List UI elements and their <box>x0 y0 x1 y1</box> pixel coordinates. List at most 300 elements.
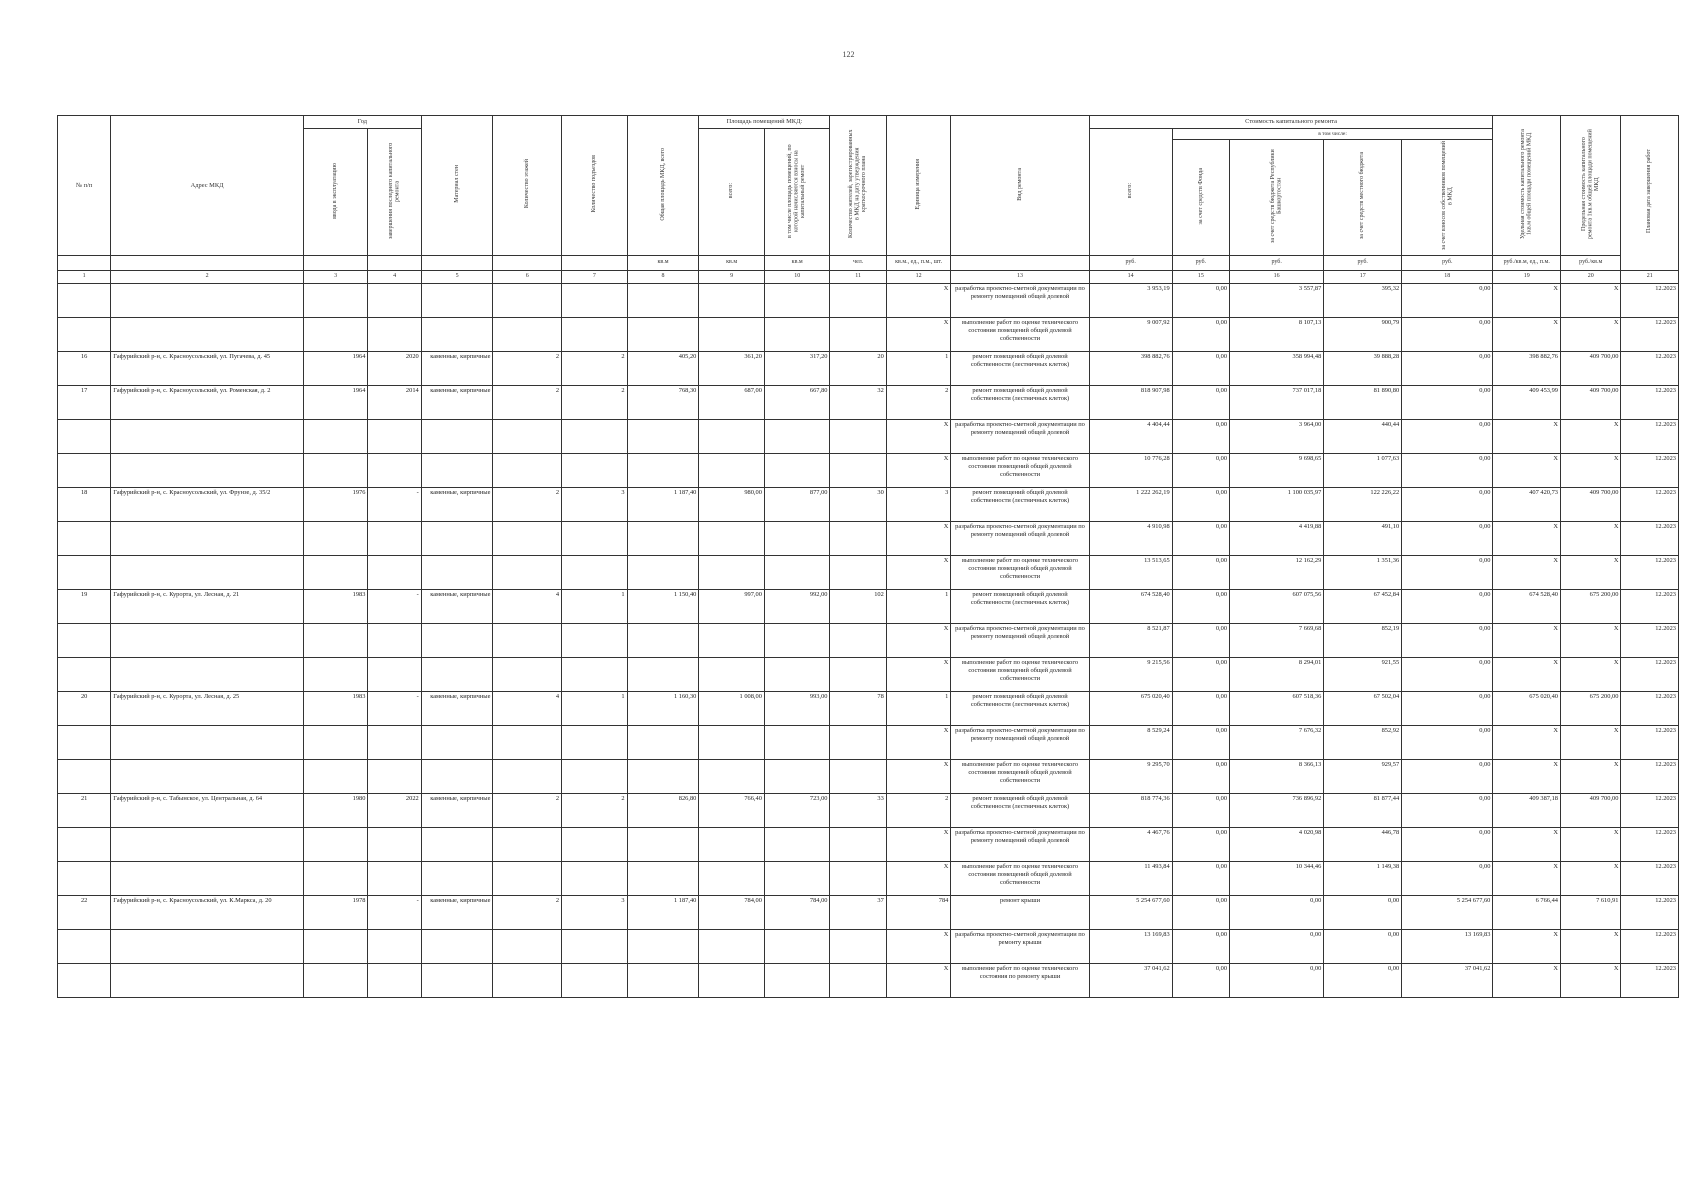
cost-local-cell: 67 452,84 <box>1324 590 1402 624</box>
premises-included-cell <box>764 964 830 998</box>
year-repair-cell <box>368 454 421 488</box>
unit-cell: X <box>886 624 951 658</box>
unit-cost-cell: 398 882,76 <box>1493 352 1561 386</box>
floors-cell <box>493 828 562 862</box>
header-residents: Количество жителей, зарегистрированных в МКД на дату утверждения краткосрочного плана <box>830 116 886 256</box>
row-number <box>58 930 111 964</box>
col-number: 20 <box>1561 271 1621 284</box>
header-row-1 <box>58 116 1679 129</box>
floors-cell <box>493 658 562 692</box>
premises-area-cell <box>699 624 765 658</box>
unit-cost-cell: X <box>1493 420 1561 454</box>
floors-cell: 2 <box>493 386 562 420</box>
entrances-cell: 2 <box>562 352 628 386</box>
cost-local-cell: 0,00 <box>1324 896 1402 930</box>
work-type-cell: выполнение работ по оценке технического состояния помещений общей долевой собственности <box>951 862 1089 896</box>
col-number: 3 <box>303 271 368 284</box>
cost-total-cell: 675 020,40 <box>1089 692 1172 726</box>
row-number: 16 <box>58 352 111 386</box>
work-type-cell: выполнение работ по оценке технического состояния помещений общей долевой собственности <box>951 454 1089 488</box>
cost-republic-cell: 0,00 <box>1230 896 1324 930</box>
planned-date-cell: 12.2023 <box>1621 556 1679 590</box>
floors-cell: 2 <box>493 794 562 828</box>
header-year-built: ввода в эксплуатацию <box>303 129 368 256</box>
address-cell <box>111 760 304 794</box>
premises-included-cell <box>764 760 830 794</box>
unit-cell: 1 <box>886 692 951 726</box>
cost-owners-cell: 0,00 <box>1402 420 1493 454</box>
planned-date-cell: 12.2023 <box>1621 284 1679 318</box>
cost-republic-cell: 7 676,32 <box>1230 726 1324 760</box>
unit-cost-cell: X <box>1493 658 1561 692</box>
residents-cell: 78 <box>830 692 886 726</box>
unit-cell: 2 <box>886 386 951 420</box>
cost-fund-cell: 0,00 <box>1172 624 1229 658</box>
wall-material-cell: каменные, кирпичные <box>421 488 493 522</box>
cost-fund-cell: 0,00 <box>1172 386 1229 420</box>
cost-total-cell: 9 007,92 <box>1089 318 1172 352</box>
entrances-cell: 2 <box>562 794 628 828</box>
year-repair-cell <box>368 556 421 590</box>
floors-cell <box>493 862 562 896</box>
premises-included-cell: 877,00 <box>764 488 830 522</box>
header-wall-material: Материал стен <box>421 116 493 256</box>
entrances-cell <box>562 556 628 590</box>
cost-local-cell: 852,92 <box>1324 726 1402 760</box>
cost-republic-cell: 9 698,65 <box>1230 454 1324 488</box>
cost-republic-cell: 607 518,36 <box>1230 692 1324 726</box>
residents-cell: 102 <box>830 590 886 624</box>
col-number: 8 <box>627 271 699 284</box>
cost-local-cell: 395,32 <box>1324 284 1402 318</box>
entrances-cell <box>562 964 628 998</box>
residents-cell <box>830 726 886 760</box>
floors-cell <box>493 318 562 352</box>
year-repair-cell <box>368 658 421 692</box>
header-unit: Единица измерения <box>886 116 951 256</box>
cost-local-cell: 900,79 <box>1324 318 1402 352</box>
work-type-cell: разработка проектно-сметной документации по ремонту помещений общей долевой <box>951 420 1089 454</box>
address-cell: Гафурийский р-н, с. Табынское, ул. Центральная, д. 64 <box>111 794 304 828</box>
floors-cell: 4 <box>493 692 562 726</box>
unit-cell: X <box>886 862 951 896</box>
year-built-cell <box>303 284 368 318</box>
unit-cost-cell: X <box>1493 454 1561 488</box>
entrances-cell: 3 <box>562 488 628 522</box>
cost-total-cell: 818 907,98 <box>1089 386 1172 420</box>
header-planned-date: Плановая дата завершения работ <box>1621 116 1679 271</box>
total-area-cell <box>627 318 699 352</box>
max-cost-cell: X <box>1561 760 1621 794</box>
floors-cell <box>493 284 562 318</box>
premises-area-cell: 980,00 <box>699 488 765 522</box>
table-row <box>58 284 1679 318</box>
row-number <box>58 862 111 896</box>
address-cell <box>111 454 304 488</box>
floors-cell <box>493 522 562 556</box>
cost-fund-cell: 0,00 <box>1172 760 1229 794</box>
cost-fund-cell: 0,00 <box>1172 930 1229 964</box>
col-number: 10 <box>764 271 830 284</box>
max-cost-cell: 409 700,00 <box>1561 386 1621 420</box>
address-cell <box>111 862 304 896</box>
total-area-cell <box>627 726 699 760</box>
floors-cell <box>493 420 562 454</box>
address-cell <box>111 624 304 658</box>
year-repair-cell <box>368 760 421 794</box>
planned-date-cell: 12.2023 <box>1621 726 1679 760</box>
cost-republic-cell: 358 994,48 <box>1230 352 1324 386</box>
premises-area-cell <box>699 828 765 862</box>
address-cell <box>111 658 304 692</box>
entrances-cell: 2 <box>562 386 628 420</box>
work-type-cell: разработка проектно-сметной документации по ремонту помещений общей долевой <box>951 828 1089 862</box>
max-cost-cell: X <box>1561 556 1621 590</box>
cost-total-cell: 9 215,56 <box>1089 658 1172 692</box>
work-type-cell: ремонт помещений общей долевой собственности (лестничных клеток) <box>951 386 1089 420</box>
table-row <box>58 488 1679 522</box>
address-cell <box>111 522 304 556</box>
row-number <box>58 760 111 794</box>
col-number: 11 <box>830 271 886 284</box>
total-area-cell: 1 187,40 <box>627 896 699 930</box>
cost-local-cell: 81 877,44 <box>1324 794 1402 828</box>
premises-area-cell <box>699 556 765 590</box>
cost-local-cell: 446,78 <box>1324 828 1402 862</box>
unit-cost-cell: X <box>1493 522 1561 556</box>
total-area-cell: 1 160,30 <box>627 692 699 726</box>
cost-republic-cell: 0,00 <box>1230 930 1324 964</box>
cost-owners-cell: 0,00 <box>1402 556 1493 590</box>
wall-material-cell: каменные, кирпичные <box>421 794 493 828</box>
wall-material-cell <box>421 420 493 454</box>
year-repair-cell <box>368 862 421 896</box>
entrances-cell <box>562 930 628 964</box>
row-number <box>58 318 111 352</box>
row-number: 17 <box>58 386 111 420</box>
total-area-cell <box>627 420 699 454</box>
cost-total-cell: 13 513,65 <box>1089 556 1172 590</box>
wall-material-cell: каменные, кирпичные <box>421 386 493 420</box>
header-work-type: Вид ремонта <box>951 116 1089 256</box>
address-cell <box>111 318 304 352</box>
max-cost-cell: X <box>1561 828 1621 862</box>
table-row <box>58 726 1679 760</box>
wall-material-cell <box>421 964 493 998</box>
cost-owners-cell: 37 041,62 <box>1402 964 1493 998</box>
work-type-cell: разработка проектно-сметной документации по ремонту крыши <box>951 930 1089 964</box>
year-repair-cell <box>368 522 421 556</box>
table-row <box>58 828 1679 862</box>
premises-area-cell <box>699 658 765 692</box>
year-built-cell <box>303 522 368 556</box>
entrances-cell <box>562 420 628 454</box>
unit-cell: руб. <box>1324 256 1402 271</box>
cost-republic-cell: 0,00 <box>1230 964 1324 998</box>
cost-total-cell: 11 493,84 <box>1089 862 1172 896</box>
cost-republic-cell: 4 419,88 <box>1230 522 1324 556</box>
cost-total-cell: 398 882,76 <box>1089 352 1172 386</box>
col-number: 2 <box>111 271 304 284</box>
planned-date-cell: 12.2023 <box>1621 964 1679 998</box>
cost-total-cell: 818 774,36 <box>1089 794 1172 828</box>
header-year-last-repair: завершения последнего капитального ремонта <box>368 129 421 256</box>
cost-fund-cell: 0,00 <box>1172 692 1229 726</box>
row-number <box>58 624 111 658</box>
col-number: 7 <box>562 271 628 284</box>
wall-material-cell <box>421 760 493 794</box>
planned-date-cell: 12.2023 <box>1621 658 1679 692</box>
cost-total-cell: 4 910,98 <box>1089 522 1172 556</box>
premises-area-cell <box>699 454 765 488</box>
col-number: 5 <box>421 271 493 284</box>
cost-local-cell: 1 351,36 <box>1324 556 1402 590</box>
entrances-cell <box>562 862 628 896</box>
total-area-cell <box>627 624 699 658</box>
residents-cell: 33 <box>830 794 886 828</box>
cost-owners-cell: 0,00 <box>1402 590 1493 624</box>
header-premises-included: в том числе площадь помещений, по которой начисляются взносы на капитальный ремонт <box>764 129 830 256</box>
cost-republic-cell: 8 366,13 <box>1230 760 1324 794</box>
premises-area-cell <box>699 420 765 454</box>
unit-cell: руб./кв.м, ед., п.м. <box>1493 256 1561 271</box>
premises-area-cell: 687,00 <box>699 386 765 420</box>
col-number: 16 <box>1230 271 1324 284</box>
residents-cell: 32 <box>830 386 886 420</box>
work-type-cell: выполнение работ по оценке технического состояния помещений общей долевой собственности <box>951 658 1089 692</box>
floors-cell <box>493 556 562 590</box>
row-number <box>58 556 111 590</box>
row-number: 18 <box>58 488 111 522</box>
cost-owners-cell: 5 254 677,60 <box>1402 896 1493 930</box>
row-number <box>58 522 111 556</box>
wall-material-cell: каменные, кирпичные <box>421 896 493 930</box>
year-built-cell <box>303 624 368 658</box>
cost-republic-cell: 8 107,13 <box>1230 318 1324 352</box>
premises-included-cell <box>764 454 830 488</box>
planned-date-cell: 12.2023 <box>1621 896 1679 930</box>
year-built-cell <box>303 556 368 590</box>
cost-total-cell: 8 521,87 <box>1089 624 1172 658</box>
cost-fund-cell: 0,00 <box>1172 590 1229 624</box>
cost-fund-cell: 0,00 <box>1172 522 1229 556</box>
unit-cell: X <box>886 726 951 760</box>
residents-cell <box>830 556 886 590</box>
max-cost-cell: X <box>1561 930 1621 964</box>
premises-area-cell: 784,00 <box>699 896 765 930</box>
cost-owners-cell: 0,00 <box>1402 488 1493 522</box>
residents-cell: 20 <box>830 352 886 386</box>
premises-area-cell <box>699 930 765 964</box>
cost-owners-cell: 0,00 <box>1402 794 1493 828</box>
cost-total-cell: 4 404,44 <box>1089 420 1172 454</box>
total-area-cell: 826,80 <box>627 794 699 828</box>
header-no: № п/п <box>58 116 111 256</box>
unit-cost-cell: 407 420,73 <box>1493 488 1561 522</box>
year-built-cell: 1983 <box>303 692 368 726</box>
row-number <box>58 828 111 862</box>
residents-cell <box>830 454 886 488</box>
residents-cell <box>830 284 886 318</box>
unit-blank <box>58 256 111 271</box>
planned-date-cell: 12.2023 <box>1621 760 1679 794</box>
floors-cell: 2 <box>493 352 562 386</box>
year-repair-cell <box>368 964 421 998</box>
residents-cell: 30 <box>830 488 886 522</box>
premises-included-cell: 993,00 <box>764 692 830 726</box>
total-area-cell: 1 150,40 <box>627 590 699 624</box>
entrances-cell: 1 <box>562 590 628 624</box>
unit-cell: X <box>886 930 951 964</box>
unit-blank <box>368 256 421 271</box>
year-repair-cell <box>368 930 421 964</box>
floors-cell: 2 <box>493 488 562 522</box>
cost-local-cell: 852,19 <box>1324 624 1402 658</box>
unit-cost-cell: X <box>1493 624 1561 658</box>
unit-cell: X <box>886 556 951 590</box>
cost-total-cell: 13 169,83 <box>1089 930 1172 964</box>
unit-cost-cell: 409 387,18 <box>1493 794 1561 828</box>
unit-cell: X <box>886 420 951 454</box>
cost-owners-cell: 0,00 <box>1402 352 1493 386</box>
unit-blank <box>303 256 368 271</box>
planned-date-cell: 12.2023 <box>1621 318 1679 352</box>
unit-blank <box>951 256 1089 271</box>
table-row <box>58 590 1679 624</box>
total-area-cell <box>627 930 699 964</box>
total-area-cell <box>627 556 699 590</box>
unit-cell: X <box>886 522 951 556</box>
col-number: 18 <box>1402 271 1493 284</box>
cost-owners-cell: 0,00 <box>1402 658 1493 692</box>
table-row <box>58 760 1679 794</box>
planned-date-cell: 12.2023 <box>1621 386 1679 420</box>
unit-cost-cell: 6 766,44 <box>1493 896 1561 930</box>
cost-fund-cell: 0,00 <box>1172 828 1229 862</box>
total-area-cell <box>627 964 699 998</box>
cost-total-cell: 5 254 677,60 <box>1089 896 1172 930</box>
unit-cell: X <box>886 318 951 352</box>
cost-fund-cell: 0,00 <box>1172 658 1229 692</box>
unit-cell: X <box>886 284 951 318</box>
cost-total-cell: 9 295,70 <box>1089 760 1172 794</box>
cost-total-cell: 37 041,62 <box>1089 964 1172 998</box>
work-type-cell: ремонт помещений общей долевой собственности (лестничных клеток) <box>951 692 1089 726</box>
column-numbers-row <box>58 271 1679 284</box>
unit-cell: X <box>886 658 951 692</box>
residents-cell <box>830 318 886 352</box>
premises-included-cell <box>764 420 830 454</box>
cost-owners-cell: 13 169,83 <box>1402 930 1493 964</box>
year-repair-cell <box>368 726 421 760</box>
row-number <box>58 658 111 692</box>
total-area-cell: 1 187,40 <box>627 488 699 522</box>
cost-total-cell: 674 528,40 <box>1089 590 1172 624</box>
table-row <box>58 556 1679 590</box>
unit-blank <box>562 256 628 271</box>
unit-cell: кв.м <box>764 256 830 271</box>
max-cost-cell: X <box>1561 726 1621 760</box>
cost-total-cell: 10 776,28 <box>1089 454 1172 488</box>
address-cell: Гафурийский р-н, с. Красноусольский, ул. К.Маркса, д. 20 <box>111 896 304 930</box>
col-number: 15 <box>1172 271 1229 284</box>
unit-cost-cell: X <box>1493 556 1561 590</box>
year-built-cell: 1964 <box>303 386 368 420</box>
unit-cell: 3 <box>886 488 951 522</box>
unit-cell: кв.м <box>627 256 699 271</box>
cost-local-cell: 81 890,80 <box>1324 386 1402 420</box>
cost-owners-cell: 0,00 <box>1402 522 1493 556</box>
work-type-cell: ремонт помещений общей долевой собственности (лестничных клеток) <box>951 352 1089 386</box>
cost-republic-cell: 737 017,18 <box>1230 386 1324 420</box>
work-type-cell: выполнение работ по оценке технического состояния помещений общей долевой собственности <box>951 318 1089 352</box>
col-number: 12 <box>886 271 951 284</box>
cost-local-cell: 67 502,04 <box>1324 692 1402 726</box>
cost-local-cell: 1 077,63 <box>1324 454 1402 488</box>
cost-owners-cell: 0,00 <box>1402 386 1493 420</box>
total-area-cell <box>627 658 699 692</box>
year-repair-cell: 2022 <box>368 794 421 828</box>
header-unit-cost: Удельная стоимость капитального ремонта 1кв.м общей площади помещений МКД <box>1493 116 1561 256</box>
residents-cell <box>830 760 886 794</box>
wall-material-cell <box>421 726 493 760</box>
planned-date-cell: 12.2023 <box>1621 454 1679 488</box>
premises-area-cell: 766,40 <box>699 794 765 828</box>
wall-material-cell <box>421 454 493 488</box>
address-cell <box>111 726 304 760</box>
year-repair-cell <box>368 624 421 658</box>
wall-material-cell <box>421 862 493 896</box>
wall-material-cell <box>421 658 493 692</box>
unit-cell: X <box>886 454 951 488</box>
residents-cell: 37 <box>830 896 886 930</box>
max-cost-cell: 7 610,91 <box>1561 896 1621 930</box>
entrances-cell <box>562 454 628 488</box>
entrances-cell <box>562 828 628 862</box>
total-area-cell <box>627 284 699 318</box>
cost-total-cell: 1 222 262,19 <box>1089 488 1172 522</box>
unit-cell: чел. <box>830 256 886 271</box>
premises-area-cell <box>699 964 765 998</box>
row-number: 20 <box>58 692 111 726</box>
entrances-cell: 1 <box>562 692 628 726</box>
units-row <box>58 256 1679 271</box>
unit-blank <box>111 256 304 271</box>
work-type-cell: разработка проектно-сметной документации по ремонту помещений общей долевой <box>951 522 1089 556</box>
header-premises-group: Площадь помещений МКД: <box>699 116 830 129</box>
cost-republic-cell: 4 020,98 <box>1230 828 1324 862</box>
work-type-cell: разработка проектно-сметной документации по ремонту помещений общей долевой <box>951 624 1089 658</box>
address-cell: Гафурийский р-н, с. Красноусольский, ул. Фрунзе, д. 35/2 <box>111 488 304 522</box>
work-type-cell: ремонт крыши <box>951 896 1089 930</box>
cost-fund-cell: 0,00 <box>1172 352 1229 386</box>
table-row <box>58 692 1679 726</box>
unit-cell: руб. <box>1230 256 1324 271</box>
entrances-cell <box>562 522 628 556</box>
page-number: 122 <box>842 50 855 59</box>
planned-date-cell: 12.2023 <box>1621 488 1679 522</box>
wall-material-cell <box>421 318 493 352</box>
row-number <box>58 284 111 318</box>
unit-cost-cell: X <box>1493 726 1561 760</box>
cost-local-cell: 1 149,38 <box>1324 862 1402 896</box>
unit-cell: X <box>886 760 951 794</box>
premises-area-cell <box>699 284 765 318</box>
premises-included-cell: 992,00 <box>764 590 830 624</box>
premises-included-cell <box>764 624 830 658</box>
unit-cell: X <box>886 964 951 998</box>
unit-cost-cell: X <box>1493 284 1561 318</box>
